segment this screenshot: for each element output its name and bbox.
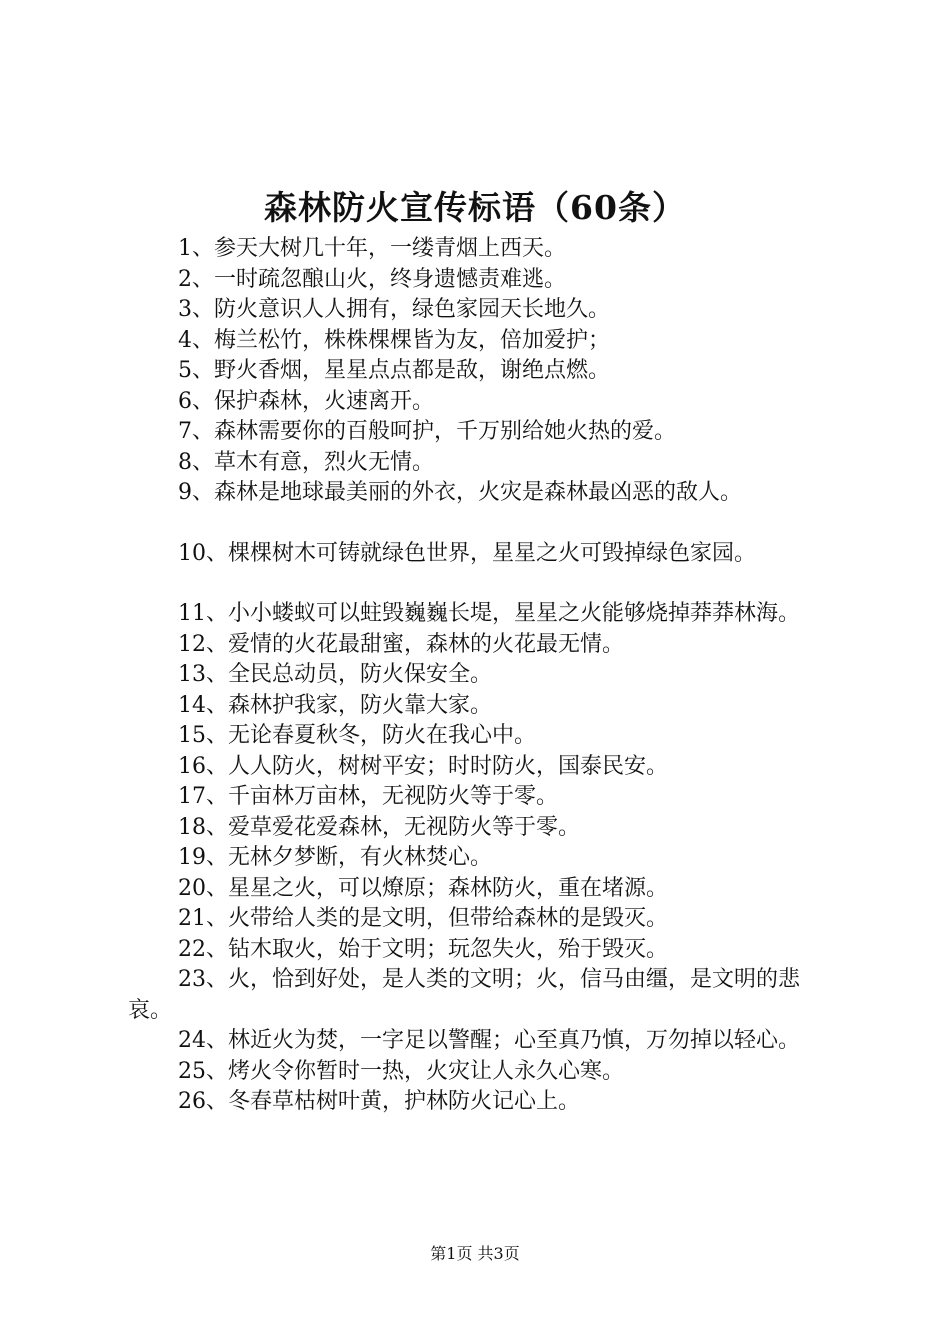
slogan-list — [128, 234, 833, 1118]
page-footer: 第1页 共3页 — [430, 1244, 520, 1263]
list-item: 14、森林护我家，防火靠大家。 — [178, 692, 492, 718]
list-item: 23、火，恰到好处，是人类的文明；火，信马由缰，是文明的悲哀。 — [128, 967, 800, 1023]
list-item: 11、小小蝼蚁可以蛀毁巍巍长堤，星星之火能够烧掉莽莽林海。 — [178, 601, 800, 626]
list-item: 16、人人防火，树树平安；时时防火，国泰民安。 — [178, 753, 668, 779]
list-item: 9、森林是地球最美丽的外衣，火灾是森林最凶恶的敌人。 — [178, 480, 742, 505]
list-item: 15、无论春夏秋冬，防火在我心中。 — [178, 723, 536, 748]
list-item: 20、星星之火，可以燎原；森林防火，重在堵源。 — [178, 875, 668, 901]
list-item: 22、钻木取火，始于文明；玩忽失火，殆于毁灭。 — [178, 936, 668, 962]
list-item: 12、爱情的火花最甜蜜，森林的火花最无情。 — [178, 631, 624, 657]
list-item: 5、野火香烟，星星点点都是敌，谢绝点燃。 — [178, 358, 610, 383]
list-item: 17、千亩林万亩林，无视防火等于零。 — [178, 784, 558, 809]
list-item: 4、梅兰松竹，株株棵棵皆为友，倍加爱护； — [178, 327, 610, 353]
list-item: 1、参天大树几十年，一缕青烟上西天。 — [178, 236, 566, 261]
list-item: 21、火带给人类的是文明，但带给森林的是毁灭。 — [178, 906, 668, 931]
paragraph-gap — [128, 509, 833, 539]
list-item: 2、一时疏忽酿山火，终身遗憾责难逃。 — [178, 266, 566, 292]
page-title: 森林防火宣传标语（60条） — [264, 188, 686, 227]
list-item: 6、保护森林，火速离开。 — [178, 388, 434, 414]
list-item: 10、棵棵树木可铸就绿色世界，星星之火可毁掉绿色家园。 — [178, 540, 756, 566]
list-item: 26、冬春草枯树叶黄，护林防火记心上。 — [178, 1089, 580, 1114]
list-item: 24、林近火为焚，一字足以警醒；心至真乃慎，万勿掉以轻心。 — [178, 1028, 800, 1053]
paragraph-gap — [128, 569, 833, 599]
list-item: 25、烤火令你暂时一热，火灾让人永久心寒。 — [178, 1058, 624, 1084]
list-item: 3、防火意识人人拥有，绿色家园天长地久。 — [178, 297, 610, 322]
list-item: 13、全民总动员，防火保安全。 — [178, 662, 492, 687]
list-item: 8、草木有意，烈火无情。 — [178, 449, 434, 475]
list-item: 18、爱草爱花爱森林，无视防火等于零。 — [178, 814, 580, 840]
list-item: 19、无林夕梦断，有火林焚心。 — [178, 845, 492, 870]
list-item: 7、森林需要你的百般呵护，千万别给她火热的爱。 — [178, 419, 676, 444]
